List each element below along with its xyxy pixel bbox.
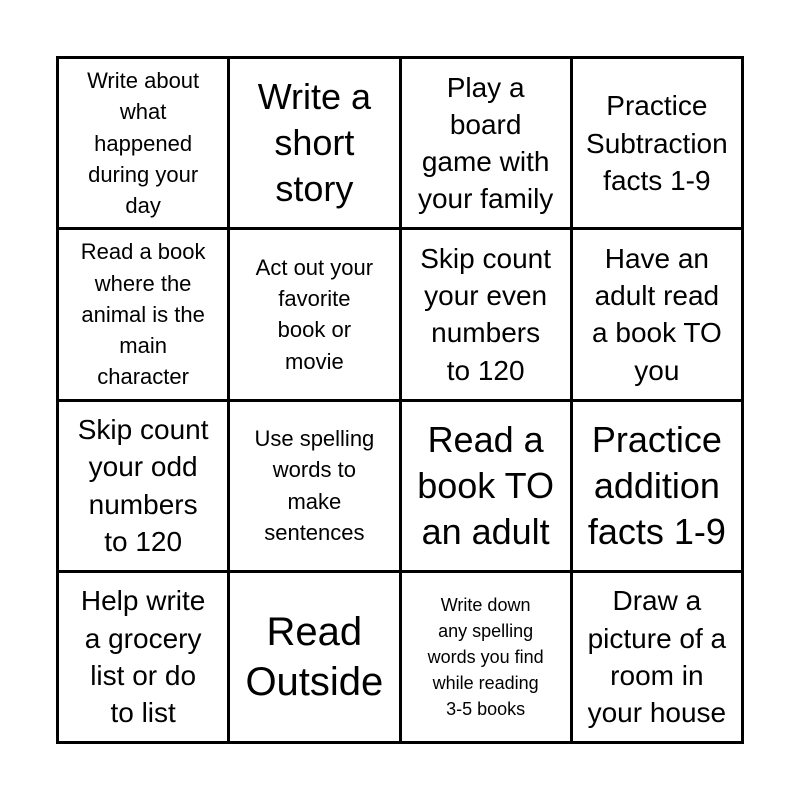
- bingo-cell[interactable]: [59, 59, 227, 227]
- cell-text: Act out your favorite book or movie: [255, 254, 374, 374]
- cell-text: Help write a grocery list or do to list: [80, 585, 206, 729]
- bingo-cell[interactable]: [230, 59, 398, 227]
- bingo-cell[interactable]: [402, 59, 570, 227]
- bingo-cell[interactable]: [230, 402, 398, 570]
- cell-text: Write about what happened during your day: [87, 68, 200, 218]
- bingo-cell[interactable]: [573, 230, 741, 398]
- cell-text: Play a board game with your family: [417, 71, 554, 215]
- bingo-cell[interactable]: [59, 402, 227, 570]
- bingo-cell[interactable]: [59, 573, 227, 741]
- cell-text: Skip count your even numbers to 120: [420, 242, 551, 386]
- cell-text: Have an adult read a book TO you: [592, 242, 722, 386]
- cell-text: Read a book TO an adult: [417, 418, 554, 552]
- bingo-board: [56, 56, 744, 744]
- bingo-cell[interactable]: [230, 230, 398, 398]
- cell-text: Practice addition facts 1-9: [587, 418, 726, 552]
- bingo-cell[interactable]: [402, 402, 570, 570]
- bingo-cell[interactable]: [402, 230, 570, 398]
- bingo-cell[interactable]: [573, 402, 741, 570]
- bingo-cell[interactable]: [230, 573, 398, 741]
- cell-text: Read Outside: [245, 609, 384, 704]
- cell-text: Read a book where the animal is the main character: [80, 239, 206, 390]
- cell-text: Write a short story: [257, 76, 372, 210]
- bingo-cell[interactable]: [573, 573, 741, 741]
- bingo-cell[interactable]: [59, 230, 227, 398]
- cell-text: Draw a picture of a room in your house: [587, 585, 727, 729]
- cell-text: Skip count your odd numbers to 120: [77, 414, 209, 557]
- bingo-cell[interactable]: [402, 573, 570, 741]
- cell-text: Write down any spelling words you find while reading 3-5 books: [427, 594, 544, 720]
- cell-text: Use spelling words to make sentences: [254, 426, 375, 545]
- cell-text: Practice Subtraction facts 1-9: [586, 90, 728, 196]
- bingo-cell[interactable]: [573, 59, 741, 227]
